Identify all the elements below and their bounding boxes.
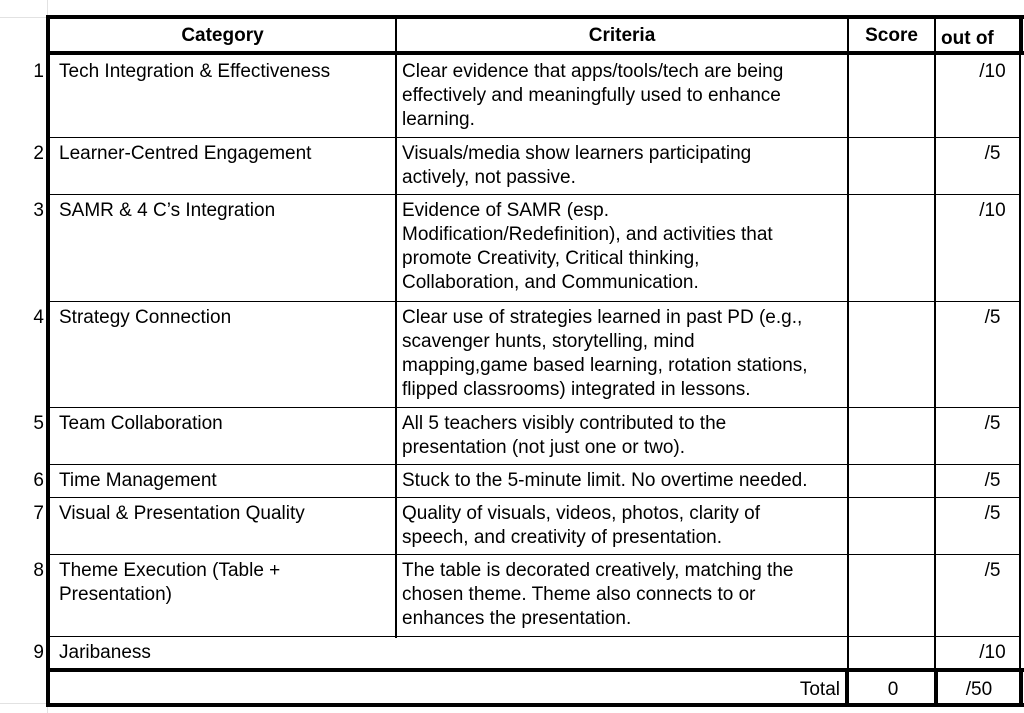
row-border [46,464,1021,465]
category-cell[interactable]: Visual & Presentation Quality [59,503,305,524]
criteria-cell[interactable]: Quality of visuals, videos, photos, clarity of speech, and creativity of presentation. [402,503,760,548]
row-number: 6 [33,470,44,491]
row-number: 1 [33,61,44,82]
total-border [845,668,849,707]
row-border [46,194,1021,195]
row-border [46,636,1021,637]
row-number: 4 [33,307,44,328]
total-score[interactable]: 0 [887,679,899,700]
header-criteria[interactable]: Criteria [588,25,656,46]
category-cell[interactable]: SAMR & 4 C’s Integration [59,200,276,221]
category-cell[interactable]: Learner-Centred Engagement [59,143,312,164]
header-category[interactable]: Category [181,25,264,46]
criteria-cell[interactable]: Clear use of strategies learned in past PD (e.g., scavenger hunts, storytelling, mind mapping,game based learning, rotation stations, flipped classrooms) integrated in lessons. [402,307,808,400]
criteria-cell[interactable]: Clear evidence that apps/tools/tech are being effectively and meaningfully used to enhance learning. [402,61,784,130]
header-out-of[interactable]: out of [941,28,994,49]
criteria-cell[interactable]: Stuck to the 5-minute limit. No overtime needed. [402,470,808,491]
row-number: 9 [33,642,44,663]
out-of-cell[interactable]: /5 [984,470,1001,491]
row-border [46,497,1021,498]
category-cell[interactable]: Strategy Connection [59,307,232,328]
table-border [46,51,1024,55]
out-of-cell[interactable]: /5 [984,560,1001,581]
category-cell[interactable]: Jaribaness [59,642,151,663]
criteria-cell[interactable]: Visuals/media show learners participating actively, not passive. [402,143,752,188]
table-border [46,15,50,707]
out-of-cell[interactable]: /10 [979,642,1006,663]
total-border [1019,668,1023,707]
category-cell[interactable]: Theme Execution (Table + Presentation) [59,560,281,605]
header-score[interactable]: Score [865,25,918,46]
row-number: 8 [33,560,44,581]
total-label[interactable]: Total [799,679,840,700]
out-of-cell[interactable]: /10 [979,61,1006,82]
table-border [46,15,1024,19]
row-border [46,407,1021,408]
criteria-cell[interactable]: All 5 teachers visibly contributed to the presentation (not just one or two). [402,413,727,458]
table-border [934,15,936,670]
out-of-cell[interactable]: /5 [984,307,1001,328]
total-border [46,668,1024,672]
row-number: 5 [33,413,44,434]
table-border [1019,15,1023,52]
criteria-cell[interactable]: The table is decorated creatively, matching the chosen theme. Theme also connects to or enhances the presentation. [402,560,794,629]
criteria-cell[interactable]: Evidence of SAMR (esp. Modification/Redefinition), and activities that promote Creativity, Critical thinking, Collaboration, and Communication. [402,200,773,293]
row-border [46,301,1021,302]
row-number: 3 [33,200,44,221]
out-of-cell[interactable]: /5 [984,413,1001,434]
row-border [46,554,1021,555]
out-of-cell[interactable]: /5 [984,503,1001,524]
row-border [46,137,1021,138]
category-cell[interactable]: Tech Integration & Effectiveness [59,61,331,82]
table-border [1019,55,1021,670]
out-of-cell[interactable]: /5 [984,143,1001,164]
table-border [395,15,397,638]
row-number: 2 [33,143,44,164]
table-border [847,15,849,670]
category-cell[interactable]: Time Management [59,470,217,491]
out-of-cell[interactable]: /10 [979,200,1006,221]
total-out-of[interactable]: /50 [965,679,993,700]
category-cell[interactable]: Team Collaboration [59,413,223,434]
total-border [46,703,1024,707]
total-border [934,668,938,707]
row-number: 7 [33,503,44,524]
